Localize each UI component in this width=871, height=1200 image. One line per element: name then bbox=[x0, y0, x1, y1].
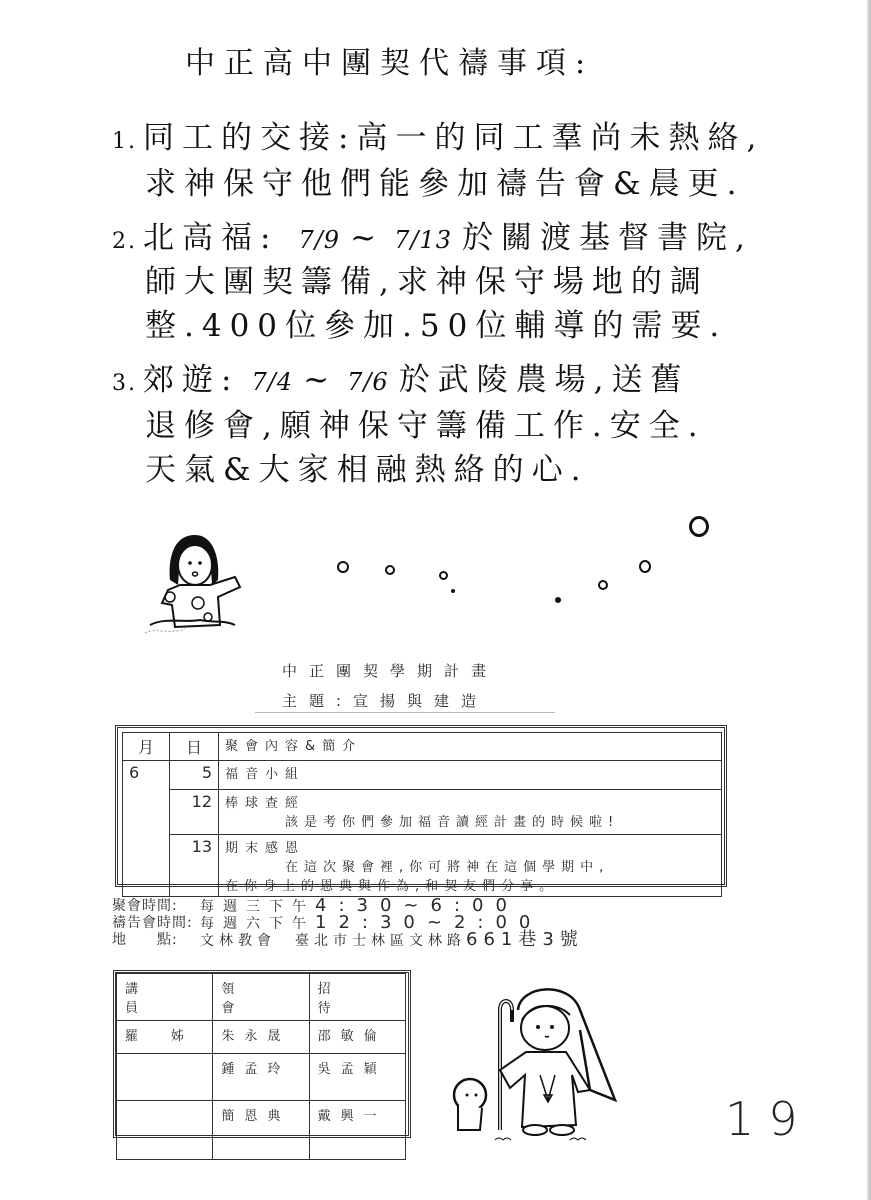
prayer-item-1-line-1: 1. 同工的交接:高一的同工羣尚未熱絡, bbox=[112, 120, 765, 156]
date-start: 7/4 bbox=[251, 368, 294, 396]
prayer-item-2-line-2: 師大團契籌備,求神保守場地的調 bbox=[145, 264, 709, 300]
page-number: 19 bbox=[725, 1092, 812, 1146]
date-start: 7/9 bbox=[298, 226, 341, 254]
prayer-item-3-line-2: 退修會,願神保守籌備工作.安全. bbox=[145, 408, 706, 444]
header-day: 日 bbox=[170, 733, 219, 761]
shepherd-illustration-icon bbox=[440, 970, 640, 1145]
content-cell: 期末感恩 在這次聚會裡,你可將神在這個學期中, 在你身上的恩典與作為,和契友們分享。 bbox=[219, 835, 722, 897]
content-cell: 福音小組 bbox=[219, 761, 722, 790]
date-end: 7/13 bbox=[394, 226, 452, 254]
bubble-icon bbox=[639, 560, 651, 573]
table-row bbox=[117, 1101, 406, 1160]
header-month: 月 bbox=[123, 733, 170, 761]
plan-title: 中正團契學期計畫 bbox=[282, 662, 499, 680]
table-header bbox=[123, 733, 722, 761]
bubble-icon bbox=[439, 571, 448, 580]
schedule-table bbox=[115, 725, 727, 894]
header-leader: 領會 bbox=[213, 974, 309, 1021]
table-row bbox=[123, 835, 722, 897]
meeting-info bbox=[112, 895, 584, 950]
girl-illustration-icon bbox=[140, 525, 270, 640]
host-cell: 戴興一 bbox=[309, 1101, 405, 1160]
meeting-location: 地 點: 文林教會 臺北市士林區文林路661巷3號 bbox=[112, 929, 584, 950]
speaker-cell: 羅 姊 bbox=[117, 1021, 213, 1054]
date-end: 7/6 bbox=[347, 368, 389, 396]
month-cell: 6 bbox=[123, 761, 170, 897]
header-speaker: 講員 bbox=[117, 974, 213, 1021]
day-cell: 5 bbox=[170, 761, 219, 790]
leader-cell: 鍾孟玲 bbox=[213, 1054, 309, 1101]
content-cell: 棒球查經 該是考你們參加福音讀經計畫的時候啦! bbox=[219, 790, 722, 835]
prayer-item-2-line-1: 2. 北高福: 7/9 ~ 7/13 於關渡基督書院, bbox=[112, 220, 753, 256]
header-content: 聚會內容&簡介 bbox=[219, 733, 722, 761]
host-cell: 吳孟穎 bbox=[309, 1054, 405, 1101]
scan-page-edge bbox=[867, 0, 871, 1200]
table-row bbox=[117, 1021, 406, 1054]
bubble-icon bbox=[598, 580, 608, 590]
prayer-item-3-line-3: 天氣&大家相融熱絡的心. bbox=[145, 452, 589, 488]
bubble-icon bbox=[385, 565, 395, 575]
bubble-icon bbox=[555, 597, 561, 603]
day-cell: 13 bbox=[170, 835, 219, 897]
table-row bbox=[123, 790, 722, 835]
table-row bbox=[117, 1054, 406, 1101]
bubble-icon bbox=[689, 516, 709, 537]
prayer-item-3-line-1: 3. 郊遊: 7/4 ~ 7/6 於武陵農場,送舊 bbox=[112, 362, 690, 398]
speaker-cell bbox=[117, 1101, 213, 1160]
plan-theme: 主題:宣揚與建造 bbox=[282, 692, 489, 710]
meeting-time: 聚會時間: 每週三下午4:30~6:00 bbox=[112, 895, 519, 916]
prayer-title: 中正高中團契代禱事項: bbox=[185, 46, 595, 81]
prayer-meeting-time: 禱告會時間: 每週六下午12:30~2:00 bbox=[112, 912, 543, 933]
leader-cell: 簡恩典 bbox=[213, 1101, 309, 1160]
bubble-icon bbox=[337, 561, 349, 573]
prayer-item-2-line-3: 整.400位參加.50位輔導的需要. bbox=[145, 308, 728, 344]
day-cell: 12 bbox=[170, 790, 219, 835]
leader-cell: 朱永晟 bbox=[213, 1021, 309, 1054]
host-cell: 邵敏倫 bbox=[309, 1021, 405, 1054]
bubble-icon bbox=[451, 589, 455, 593]
speaker-cell bbox=[117, 1054, 213, 1101]
prayer-item-1-line-2: 求神保守他們能參加禱告會&晨更. bbox=[145, 166, 745, 202]
staff-table bbox=[113, 970, 411, 1138]
header-host: 招待 bbox=[309, 974, 405, 1021]
table-row bbox=[123, 761, 722, 790]
divider bbox=[255, 712, 555, 713]
table-header bbox=[117, 974, 406, 1021]
